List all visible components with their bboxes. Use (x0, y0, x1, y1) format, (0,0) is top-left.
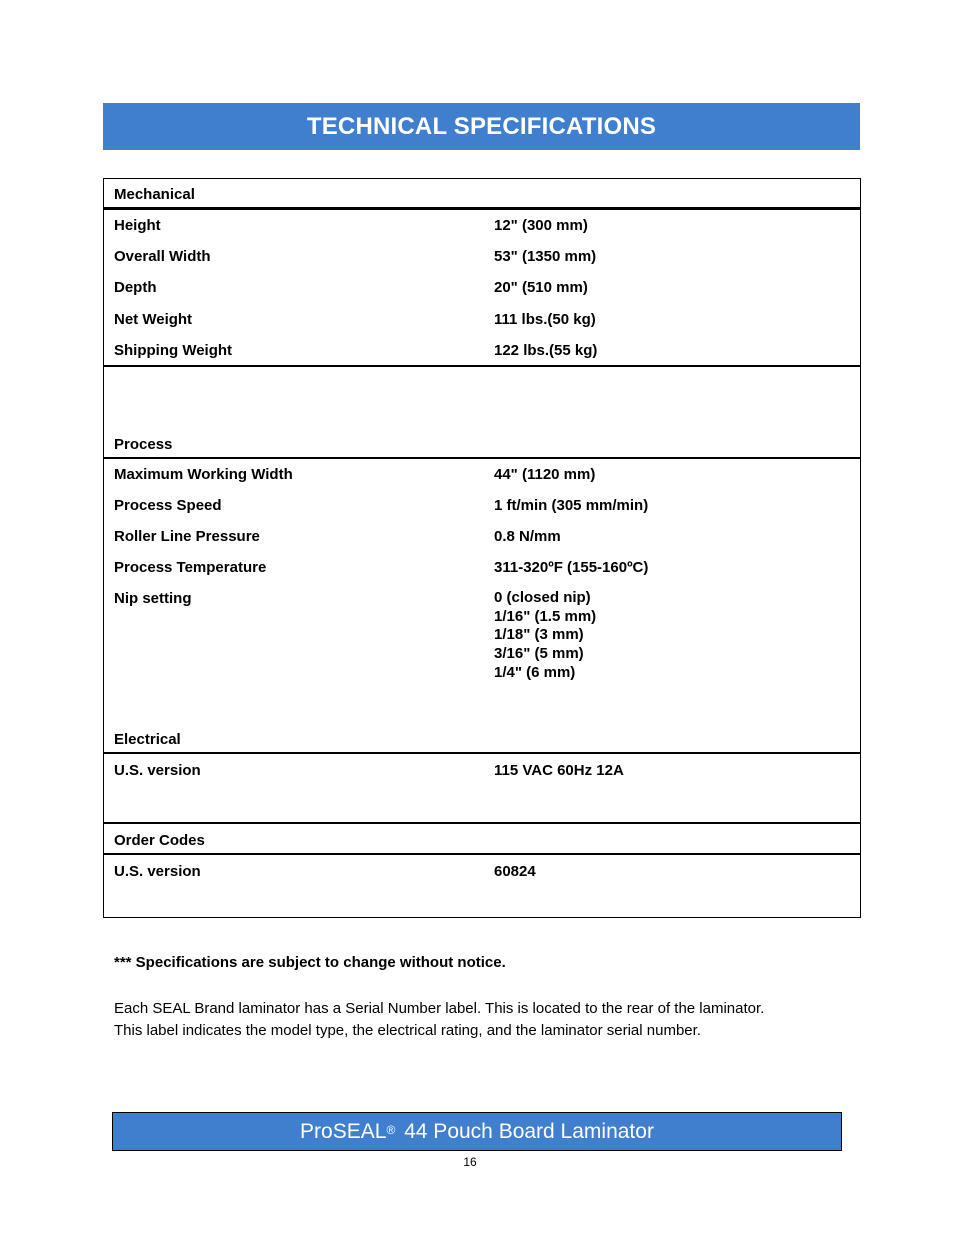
spec-label: Nip setting (114, 590, 192, 607)
section-title: Process (114, 436, 173, 453)
spec-label: Depth (114, 279, 157, 296)
spec-label: U.S. version (114, 762, 201, 779)
spec-value: 122 lbs.(55 kg) (494, 342, 598, 359)
serial-number-paragraph (114, 998, 854, 1042)
spec-value-list (494, 589, 596, 683)
spec-value: 20" (510 mm) (494, 279, 588, 296)
spec-label: Maximum Working Width (114, 466, 293, 483)
section-divider (103, 853, 861, 855)
paragraph-line: Each SEAL Brand laminator has a Serial Number label. This is located to the rear of the laminator. (114, 1000, 765, 1017)
spec-value: 53" (1350 mm) (494, 248, 597, 265)
section-divider (103, 207, 861, 210)
spec-label: Height (114, 217, 161, 234)
section-divider (103, 752, 861, 754)
specification-notice: *** Specifications are subject to change without notice. (114, 954, 506, 971)
page-number: 16 (463, 1155, 477, 1169)
spec-label: Process Speed (114, 497, 222, 514)
spec-value: 60824 (494, 863, 536, 880)
section-title: Order Codes (114, 832, 205, 849)
spec-value: 0.8 N/mm (494, 528, 561, 545)
spec-value: 1 ft/min (305 mm/min) (494, 497, 649, 514)
page-title-banner (103, 103, 860, 150)
spec-label: Overall Width (114, 248, 211, 265)
nip-option: 1/16" (1.5 mm) (494, 607, 597, 625)
spec-label: Roller Line Pressure (114, 528, 260, 545)
section-title: Electrical (114, 731, 181, 748)
registered-mark: ® (386, 1122, 396, 1137)
nip-option: 1/18" (3 mm) (494, 626, 584, 644)
section-divider (103, 822, 861, 824)
spec-label: Net Weight (114, 311, 193, 328)
footer-product-bar (112, 1112, 842, 1151)
spec-label: Process Temperature (114, 559, 267, 576)
section-title: Mechanical (114, 186, 195, 203)
spec-value: 311-320ºF (155-160ºC) (494, 559, 649, 576)
section-divider (103, 365, 861, 367)
spec-table (103, 178, 861, 918)
paragraph-line: This label indicates the model type, the electrical rating, and the laminator serial number. (114, 1022, 701, 1039)
footer-product-name: 44 Pouch Board Laminator (398, 1119, 654, 1143)
page-title: TECHNICAL SPECIFICATIONS (306, 112, 657, 140)
footer-brand: ProSEAL (300, 1119, 387, 1143)
spec-value: 44" (1120 mm) (494, 466, 596, 483)
spec-value: 12" (300 mm) (494, 217, 588, 234)
spec-value: 115 VAC 60Hz 12A (494, 762, 624, 779)
section-divider (103, 457, 861, 459)
spec-label: Shipping Weight (114, 342, 233, 359)
nip-option: 3/16" (5 mm) (494, 645, 584, 663)
nip-option: 1/4" (6 mm) (494, 663, 576, 681)
spec-label: U.S. version (114, 863, 201, 880)
nip-option: 0 (closed nip) (494, 589, 591, 606)
spec-value: 111 lbs.(50 kg) (494, 311, 596, 328)
